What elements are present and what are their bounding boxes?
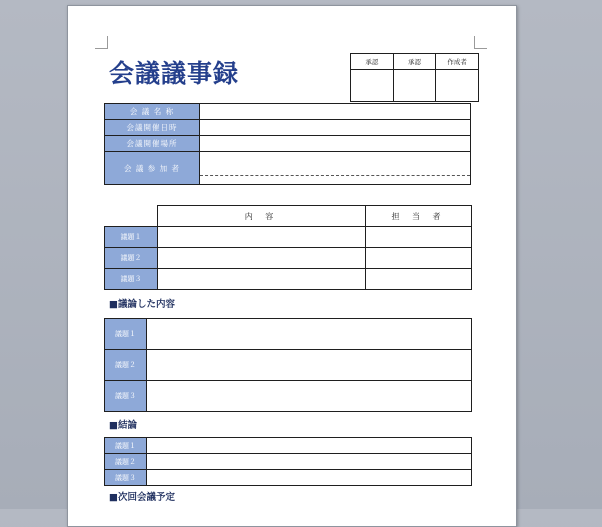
discussion-content-1[interactable]: [147, 319, 472, 350]
approval-header-creator: 作成者: [436, 54, 479, 70]
conclusion-content-1[interactable]: [147, 438, 472, 454]
agenda-row-label-3: 議題３: [105, 269, 158, 290]
agenda-owner-3[interactable]: [366, 269, 472, 290]
discussion-heading: ■議論した内容: [109, 299, 175, 310]
approval-stamp-1[interactable]: [351, 70, 394, 102]
discussion-table: [104, 318, 472, 412]
meeting-location-field[interactable]: [200, 136, 471, 152]
conclusion-table: [104, 437, 472, 486]
meeting-location-label: 会議開催場所: [105, 136, 200, 152]
discussion-content-2[interactable]: [147, 350, 472, 381]
agenda-row-label-1: 議題１: [105, 227, 158, 248]
agenda-owner-2[interactable]: [366, 248, 472, 269]
discussion-row-label-1: 議題１: [105, 319, 147, 350]
agenda-owner-header: 担 当 者: [366, 206, 472, 227]
discussion-row-label-3: 議題３: [105, 381, 147, 412]
document-page: [67, 5, 517, 527]
agenda-owner-1[interactable]: [366, 227, 472, 248]
meeting-participants-field[interactable]: [200, 152, 471, 185]
meeting-name-field[interactable]: [200, 104, 471, 120]
meeting-name-label: 会 議 名 称: [105, 104, 200, 120]
meeting-datetime-label: 会議開催日時: [105, 120, 200, 136]
agenda-content-header: 内 容: [158, 206, 366, 227]
meeting-info-table: [104, 103, 471, 185]
agenda-table: [104, 205, 472, 290]
approval-header-1: 承認: [351, 54, 394, 70]
conclusion-row-label-3: 議題３: [105, 470, 147, 486]
document-title: 会議議事録: [109, 59, 240, 88]
conclusion-row-label-1: 議題１: [105, 438, 147, 454]
next-meeting-heading: ■次回会議予定: [109, 492, 175, 503]
agenda-content-3[interactable]: [158, 269, 366, 290]
agenda-content-1[interactable]: [158, 227, 366, 248]
approval-stamp-2[interactable]: [393, 70, 436, 102]
meeting-participants-label: 会 議 参 加 者: [105, 152, 200, 185]
discussion-content-3[interactable]: [147, 381, 472, 412]
conclusion-row-label-2: 議題２: [105, 454, 147, 470]
approval-stamp-creator[interactable]: [436, 70, 479, 102]
agenda-row-label-2: 議題２: [105, 248, 158, 269]
discussion-row-label-2: 議題２: [105, 350, 147, 381]
crop-mark-top-left: [95, 36, 108, 49]
conclusion-heading: ■結論: [109, 420, 137, 431]
conclusion-content-3[interactable]: [147, 470, 472, 486]
conclusion-content-2[interactable]: [147, 454, 472, 470]
agenda-content-2[interactable]: [158, 248, 366, 269]
meeting-datetime-field[interactable]: [200, 120, 471, 136]
approval-header-2: 承認: [393, 54, 436, 70]
crop-mark-top-right: [474, 36, 487, 49]
approval-table: [350, 53, 479, 102]
